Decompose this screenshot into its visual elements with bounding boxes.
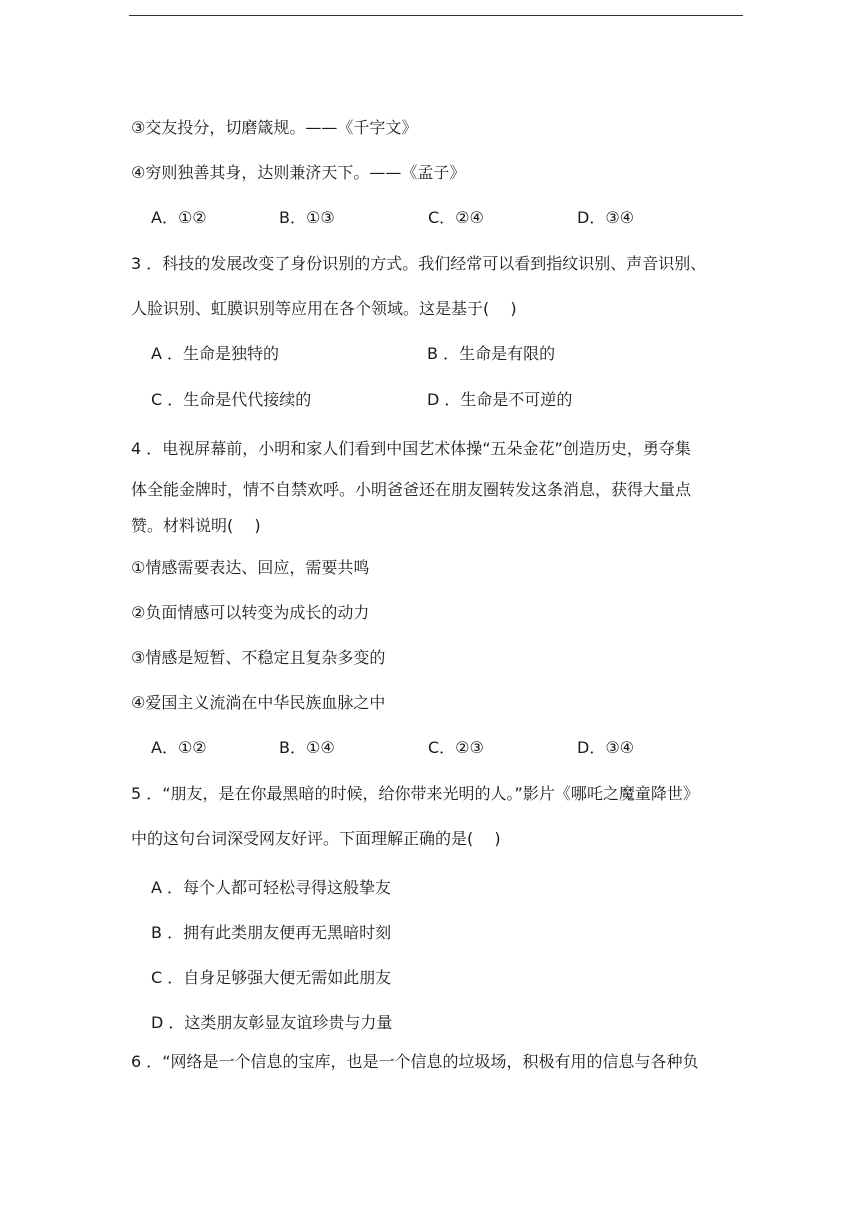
q5-option-b[interactable]: B ．拥有此类朋友便再无黑暗时刻 [151, 923, 392, 942]
q3-stem-line-1: 3 ．科技的发展改变了身份识别的方式。我们经常可以看到指纹识别、声音识别、 [131, 254, 707, 273]
q3-option-d[interactable]: D ．生命是不可逆的 [427, 390, 573, 409]
q5-option-a[interactable]: A ．每个人都可轻松寻得这般挚友 [151, 878, 392, 897]
q2-option-d[interactable]: D．③④ [577, 208, 635, 227]
q2-option-a[interactable]: A．①② [151, 208, 207, 227]
q2-option-c[interactable]: C．②④ [428, 208, 484, 227]
q2-statement-3: ③交友投分，切磨箴规。——《千字文》 [131, 118, 418, 137]
q4-statement-4: ④爱国主义流淌在中华民族血脉之中 [131, 693, 386, 712]
q5-option-c[interactable]: C ．自身足够强大便无需如此朋友 [151, 968, 392, 987]
q5-option-d[interactable]: D ．这类朋友彰显友谊珍贵与力量 [151, 1013, 393, 1032]
q4-stem-line-1: 4 ．电视屏幕前，小明和家人们看到中国艺术体操“五朵金花”创造历史，勇夺集 [131, 439, 691, 458]
q2-option-b[interactable]: B．①③ [279, 208, 335, 227]
q4-statement-2: ②负面情感可以转变为成长的动力 [131, 603, 370, 622]
q4-stem-line-2: 体全能金牌时，情不自禁欢呼。小明爸爸还在朋友圈转发这条消息，获得大量点 [131, 480, 692, 499]
q6-stem-line-1: 6 ．“网络是一个信息的宝库，也是一个信息的垃圾场，积极有用的信息与各种负 [131, 1052, 699, 1071]
q4-option-b[interactable]: B．①④ [279, 738, 335, 757]
q3-stem-line-2: 人脸识别、虹膜识别等应用在各个领域。这是基于( ) [131, 299, 517, 318]
q4-option-a[interactable]: A．①② [151, 738, 207, 757]
q4-statement-1: ①情感需要表达、回应，需要共鸣 [131, 558, 370, 577]
q2-statement-4: ④穷则独善其身，达则兼济天下。——《孟子》 [131, 163, 466, 182]
q3-option-b[interactable]: B ．生命是有限的 [427, 344, 556, 363]
q3-option-a[interactable]: A ．生命是独特的 [151, 344, 280, 363]
page-top-rule [129, 15, 743, 16]
q3-option-c[interactable]: C ．生命是代代接续的 [151, 390, 312, 409]
q4-stem-line-3: 赞。材料说明( ) [131, 516, 261, 535]
q5-stem-line-2: 中的这句台词深受网友好评。下面理解正确的是( ) [131, 829, 501, 848]
q4-statement-3: ③情感是短暂、不稳定且复杂多变的 [131, 648, 386, 667]
q5-stem-line-1: 5 ．“朋友，是在你最黑暗的时候，给你带来光明的人。”影片《哪吒之魔童降世》 [131, 784, 699, 803]
q4-option-d[interactable]: D．③④ [577, 738, 635, 757]
q4-option-c[interactable]: C．②③ [428, 738, 484, 757]
